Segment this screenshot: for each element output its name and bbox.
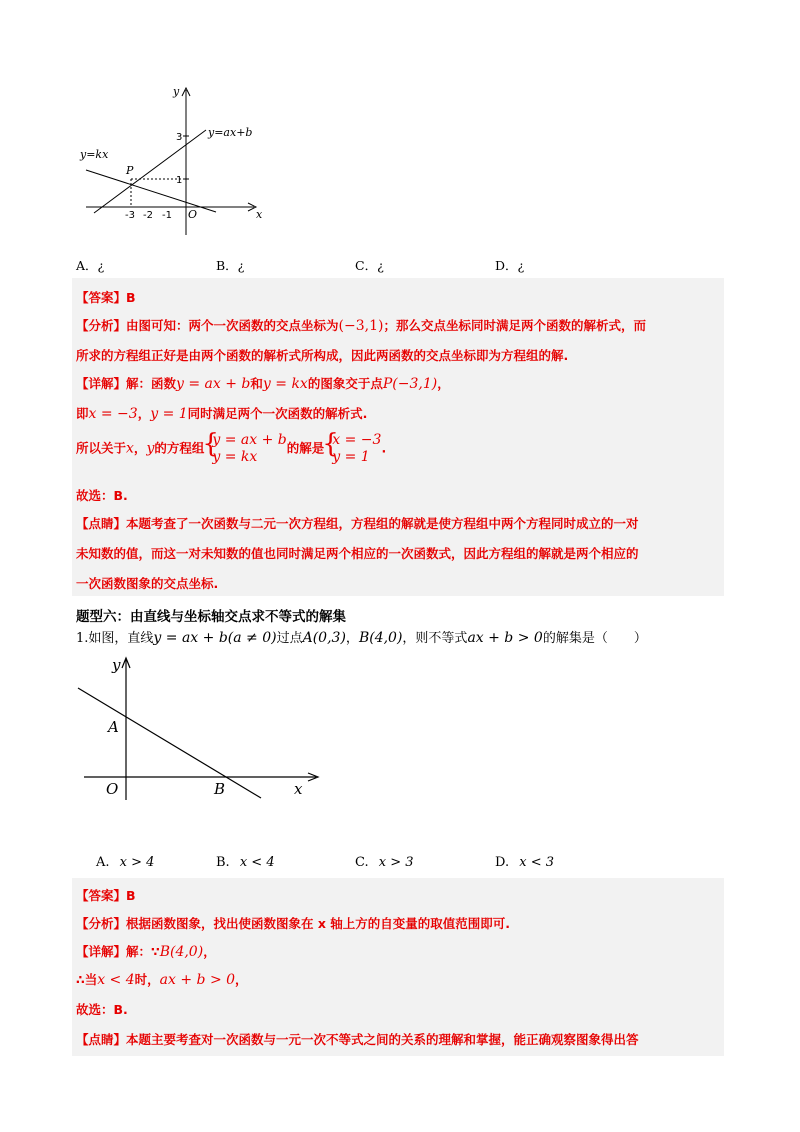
answer1-comment-line3: 一次函数图象的交点坐标.	[76, 576, 219, 591]
answer1-detail-comma: ，	[437, 376, 450, 391]
q2-text3: ，则不等式	[402, 631, 468, 646]
answer2-lineb-cond: x < 4	[97, 972, 135, 988]
q1-option-b[interactable]: B．¿	[216, 258, 245, 273]
answer1-sys2-a: { x = −3	[332, 432, 382, 448]
answer2-choice: 故选：B.	[76, 1002, 128, 1017]
q2-option-d-letter: D.	[495, 855, 510, 870]
answer2-detail-point: B(4,0)	[159, 944, 204, 960]
answer2-analysis: 【分析】根据函数图象，找出使函数图象在 x 轴上方的自变量的取值范围即可.	[76, 916, 511, 931]
graph-line-axes	[76, 650, 326, 810]
answer2-lineb-ineq: ax + b > 0	[159, 972, 236, 988]
q2-ineq: ax + b > 0	[467, 630, 543, 646]
graph1-label-x: x	[256, 208, 263, 221]
q2-point-a: A(0,3)	[302, 630, 346, 646]
graph1-label-y: y	[173, 85, 180, 98]
answer1-analysis-line1	[76, 316, 646, 334]
answer2-comment: 【点睛】本题主要考查对一次函数与一元一次不等式之间的关系的理解和掌握，能正确观察图象得出答	[76, 1032, 639, 1047]
answer1-sys2-b: y = 1	[332, 449, 370, 465]
answer1-lineb-x: x = −3	[88, 406, 138, 422]
answer2-lineb-text1: ∴当	[76, 972, 98, 987]
q2-eq: y = ax + b(a ≠ 0)	[153, 630, 277, 646]
answer2-answer: 【答案】B	[76, 888, 136, 903]
q2-option-c[interactable]	[355, 855, 414, 870]
answer1-detail-line3	[76, 432, 386, 466]
line-ax-b	[94, 130, 206, 213]
answer1-linec-y: y	[146, 440, 155, 457]
answer1-linec-sep: ，	[133, 440, 147, 456]
answer1-analysis-text1: 【分析】由图可知：两个一次函数的交点坐标为	[76, 318, 339, 333]
q2-option-b-letter: B.	[216, 855, 230, 870]
answer1-detail-eq1: y = ax + b	[176, 376, 251, 392]
answer1-detail-line1	[76, 374, 450, 392]
graph1-tick-x-neg1: -1	[162, 210, 172, 221]
answer1-choice: 故选：B.	[76, 488, 128, 503]
answer1-analysis-point: (−3,1)	[338, 318, 384, 334]
q2-text1: 1.如图，直线	[76, 631, 154, 646]
line-kx	[86, 170, 216, 212]
answer1-detail-and: 和	[250, 376, 263, 391]
graph1-label-line-k: y=kx	[80, 148, 109, 161]
answer1-sys1-b: y = kx	[212, 449, 258, 465]
q1-option-c[interactable]: C．¿	[355, 258, 384, 273]
answer1-comment-line1: 【点睛】本题考查了一次函数与二元一次方程组，方程组的解就是使方程组中两个方程同时成立的一对	[76, 516, 639, 531]
q2-option-a[interactable]	[96, 855, 154, 870]
graph2-label-a: A	[108, 718, 119, 736]
answer1-answer: 【答案】B	[76, 290, 136, 305]
answer1-linec-text3: 的解是	[286, 440, 325, 456]
answer2-detail-comma: ，	[203, 944, 216, 959]
q2-point-b: B(4,0)	[358, 630, 403, 646]
answer1-linec-end: .	[381, 440, 387, 456]
answer1-detail-text2: 的图象交于点	[307, 376, 383, 391]
graph2-label-y: y	[112, 656, 121, 674]
answer1-comment-line2: 未知数的值，而这一对未知数的值也同时满足两个相应的一次函数式，因此方程组的解就是两个相应的	[76, 546, 639, 561]
answer2-lineb-text2: 时，	[134, 972, 160, 987]
section-title: 题型六：由直线与坐标轴交点求不等式的解集	[76, 609, 346, 625]
q2-option-d[interactable]	[495, 855, 554, 870]
q2-option-b-value: x < 4	[239, 855, 275, 870]
answer2-detail-text1: 【详解】解：∵	[76, 944, 160, 959]
answer1-analysis-line2: 所求的方程组正好是由两个函数的解析式所构成，因此两函数的交点坐标即为方程组的解.	[76, 348, 569, 363]
graph2-label-x: x	[294, 780, 303, 798]
answer1-detail-line2	[76, 404, 367, 422]
answer1-analysis-text2: ；那么交点坐标同时满足两个函数的解析式，而	[383, 318, 646, 333]
answer1-linec-text2: 的方程组	[154, 440, 205, 456]
answer2-detail-line2	[76, 970, 248, 988]
answer2-lineb-end: ，	[235, 972, 248, 987]
answer1-linec-x: x	[126, 440, 134, 457]
graph-intersection	[76, 80, 276, 240]
answer1-lineb-sep: ，	[137, 406, 151, 421]
answer1-detail-text1: 【详解】解：函数	[76, 376, 177, 391]
answer1-lineb-text2: 同时满足两个一次函数的解析式.	[187, 406, 368, 421]
answer1-lineb-y: y = 1	[150, 406, 188, 422]
q2-option-a-value: x > 4	[119, 855, 155, 870]
q2-option-c-letter: C.	[355, 855, 369, 870]
q2-option-c-value: x > 3	[378, 855, 414, 870]
answer2-detail-line1	[76, 942, 216, 960]
graph1-label-line-a: y=ax+b	[208, 126, 253, 139]
graph1-tick-y-1: 1	[176, 175, 183, 186]
graph1-tick-y-3: 3	[176, 132, 183, 143]
q2-text4: 的解集是（ ）	[542, 631, 647, 646]
graph2-label-o: O	[106, 780, 119, 798]
q2-text2: 过点	[276, 631, 303, 646]
q2-text	[76, 627, 647, 646]
graph1-tick-x-neg2: -2	[143, 210, 153, 221]
q2-option-a-letter: A.	[96, 855, 110, 870]
q2-option-b[interactable]	[216, 855, 275, 870]
graph2-label-b: B	[214, 780, 226, 798]
q2-option-d-value: x < 3	[519, 855, 554, 870]
answer1-detail-point: P(−3,1)	[382, 376, 438, 392]
answer1-linec-text1: 所以关于	[76, 440, 127, 456]
q1-option-a[interactable]: A．¿	[76, 258, 105, 273]
graph1-label-origin: O	[188, 208, 198, 221]
graph1-tick-x-neg3: -3	[125, 210, 135, 221]
answer1-lineb-text1: 即	[76, 406, 89, 421]
answer1-detail-eq2: y = kx	[262, 376, 308, 392]
answer1-system-equations	[204, 432, 286, 466]
answer1-system-solution	[324, 432, 381, 466]
q1-option-d[interactable]: D．¿	[495, 258, 525, 273]
q2-sep: ，	[345, 631, 359, 646]
graph1-label-p: P	[126, 164, 134, 177]
answer1-sys1-a: { y = ax + b	[212, 432, 287, 448]
